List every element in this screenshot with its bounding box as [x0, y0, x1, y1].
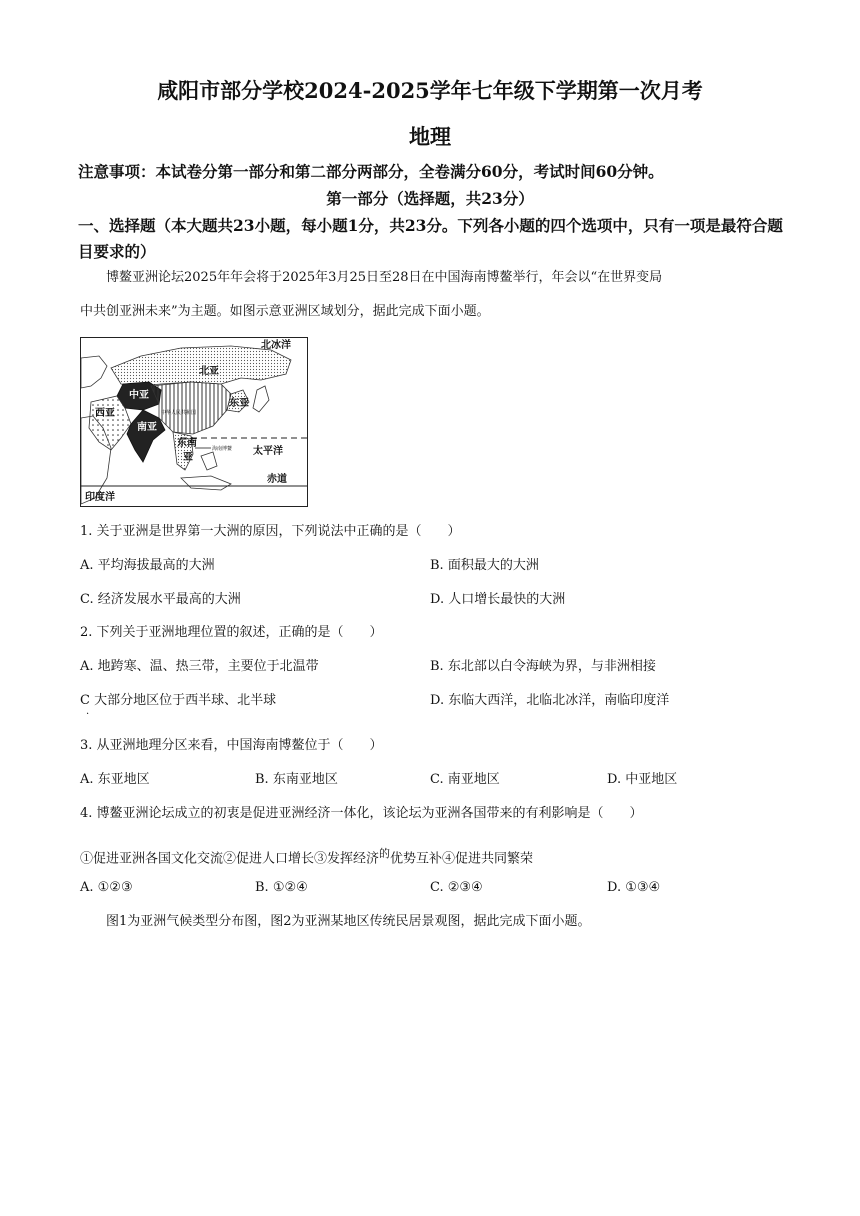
- part-heading: 第一部分（选择题，共23分）: [326, 189, 534, 208]
- question-3-stem: 3. 从亚洲地理分区来看，中国海南博鳌位于（ ）: [80, 738, 383, 753]
- intro-line-1: 博鳌亚洲论坛2025年年会将于2025年3月25日至28日在中国海南博鳌举行，年会以“在世界变局: [106, 270, 663, 285]
- label-south-asia: 南亚: [137, 422, 157, 433]
- q1-option-b[interactable]: B. 面积最大的大洲: [430, 558, 539, 573]
- q3-option-c[interactable]: C. 南亚地区: [430, 772, 500, 787]
- label-arctic: 北冰洋: [261, 340, 291, 351]
- section-heading: 一、选择题（本大题共23小题，每小题1分，共23分。下列各小题的四个选项中，只有一项是最符合题目要求的）: [78, 216, 783, 261]
- question-4-items: [80, 845, 533, 866]
- q2-option-c[interactable]: C 大部分地区位于西半球、北半球: [80, 693, 277, 708]
- q4-option-a[interactable]: A. ①②③: [80, 880, 133, 895]
- q3-option-b[interactable]: B. 东南亚地区: [255, 772, 338, 787]
- q3-option-d[interactable]: D. 中亚地区: [607, 772, 678, 787]
- q1-option-c[interactable]: C. 经济发展水平最高的大洲: [80, 592, 241, 607]
- question-2-stem: 2. 下列关于亚洲地理位置的叙述，正确的是（ ）: [80, 625, 383, 640]
- q4-items-sup: 的: [379, 847, 391, 860]
- label-pacific: 太平洋: [253, 446, 283, 457]
- stray-dot: .: [86, 706, 90, 717]
- label-east-asia: 东亚: [229, 398, 249, 409]
- exam-title: 咸阳市部分学校2024-2025学年七年级下学期第一次月考: [157, 78, 703, 103]
- label-prc: 中华人民共和国: [161, 410, 197, 416]
- intro-2: 图1为亚洲气候类型分布图，图2为亚洲某地区传统民居景观图，据此完成下面小题。: [106, 914, 591, 929]
- intro-line-2: 中共创亚洲未来”为主题。如图示意亚洲区域划分，据此完成下面小题。: [80, 304, 490, 319]
- label-boao: 海南博鳌: [212, 446, 233, 452]
- q2-option-b[interactable]: B. 东北部以白令海峡为界，与非洲相接: [430, 659, 656, 674]
- q4-items-part-b: 优势互补④促进共同繁荣: [390, 851, 534, 867]
- asia-map-graphic: [81, 338, 307, 506]
- label-central-asia: 中亚: [129, 390, 149, 401]
- q4-option-b[interactable]: B. ①②④: [255, 880, 308, 895]
- q2-option-a[interactable]: A. 地跨寒、温、热三带，主要位于北温带: [80, 659, 319, 674]
- subject-title: 地理: [409, 124, 451, 149]
- label-southeast-asia: 东南: [177, 438, 197, 449]
- notice-text: 注意事项：本试卷分第一部分和第二部分两部分，全卷满分60分，考试时间60分钟。: [78, 162, 664, 181]
- label-indian-ocean: 印度洋: [85, 492, 115, 503]
- label-equator: 赤道: [267, 474, 287, 485]
- q1-option-d[interactable]: D. 人口增长最快的大洲: [430, 592, 566, 607]
- question-1-stem: 1. 关于亚洲是世界第一大洲的原因，下列说法中正确的是（ ）: [80, 524, 461, 539]
- label-west-asia: 西亚: [95, 408, 115, 419]
- q4-option-c[interactable]: C. ②③④: [430, 880, 483, 895]
- q3-option-a[interactable]: A. 东亚地区: [80, 772, 150, 787]
- label-north-asia: 北亚: [199, 366, 219, 377]
- asia-region-map: [80, 337, 308, 507]
- q2-option-d[interactable]: D. 东临大西洋，北临北冰洋，南临印度洋: [430, 693, 670, 708]
- label-southeast-asia-2: 亚: [183, 452, 193, 463]
- q4-items-part-a: ①促进亚洲各国文化交流②促进人口增长③发挥经济: [80, 851, 380, 867]
- question-4-stem: 4. 博鳌亚洲论坛成立的初衷是促进亚洲经济一体化，该论坛为亚洲各国带来的有利影响是（ ）: [80, 806, 643, 821]
- q1-option-a[interactable]: A. 平均海拔最高的大洲: [80, 558, 215, 573]
- q4-option-d[interactable]: D. ①③④: [607, 880, 661, 895]
